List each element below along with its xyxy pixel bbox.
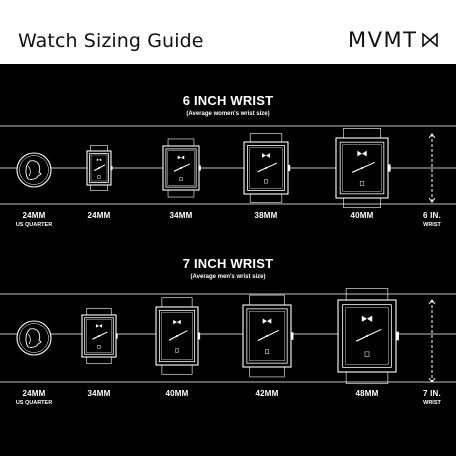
wrist-measure-7in <box>429 300 435 382</box>
watch-size-6in-3: 38MM <box>254 211 278 220</box>
page-title: Watch Sizing Guide <box>18 30 204 52</box>
section-subtitle-7in: (Average men's wrist size) <box>190 274 266 280</box>
watch-7in-48mm <box>338 288 399 383</box>
wrist-size-7in: 7 IN. <box>423 389 441 398</box>
watch-size-6in-2: 34MM <box>169 211 193 220</box>
watch-7in-40mm <box>156 298 200 375</box>
watch-6in-24mm <box>87 146 113 191</box>
brand-logo: MVMT <box>348 28 418 52</box>
watch-size-7in-4: 48MM <box>355 389 379 398</box>
sizing-panel <box>0 64 456 456</box>
watch-6in-34mm <box>163 139 201 197</box>
us-quarter-coin-7in <box>17 321 51 355</box>
section-title-6in: 6 INCH WRIST <box>182 93 274 108</box>
watch-size-7in-1: 34MM <box>87 389 111 398</box>
coin-label-6in: US QUARTER <box>15 222 53 228</box>
watch-size-7in-3: 42MM <box>255 389 279 398</box>
section-title-7in: 7 INCH WRIST <box>182 256 274 271</box>
watch-7in-42mm <box>243 295 293 377</box>
wrist-size-6in: 6 IN. <box>423 211 441 220</box>
us-quarter-coin-6in <box>17 153 51 187</box>
section-subtitle-6in: (Average women's wrist size) <box>186 111 270 117</box>
wrist-label-6in: WRIST <box>423 222 441 228</box>
watch-6in-40mm <box>336 128 391 207</box>
watch-size-7in-2: 40MM <box>165 389 189 398</box>
watch-7in-34mm <box>82 308 118 363</box>
watch-6in-38mm <box>244 134 290 203</box>
bowtie-logo-icon <box>422 33 438 47</box>
watch-size-6in-1: 24MM <box>87 211 111 220</box>
watch-size-6in-4: 40MM <box>350 211 374 220</box>
header <box>0 0 456 64</box>
coin-size-6in: 24MM <box>22 211 46 220</box>
wrist-label-7in: WRIST <box>423 400 441 406</box>
coin-label-7in: US QUARTER <box>15 400 53 406</box>
coin-size-7in: 24MM <box>22 389 46 398</box>
